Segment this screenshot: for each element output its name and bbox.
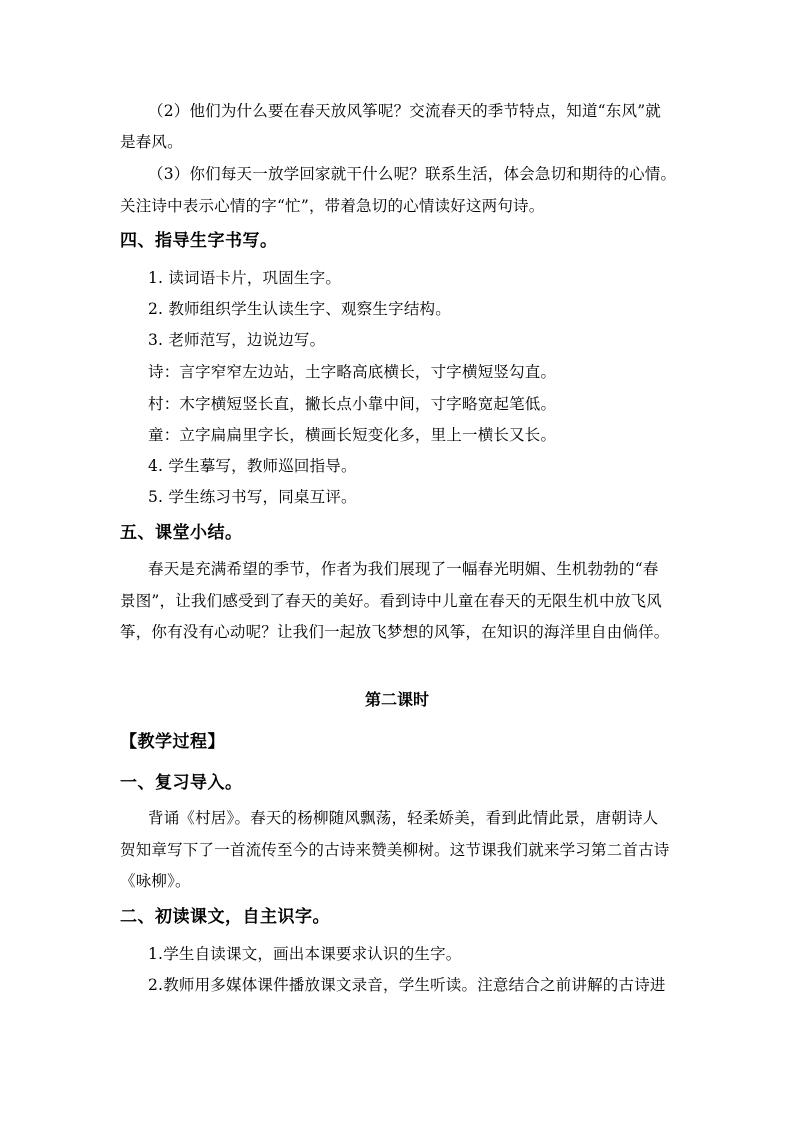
- list-item: 2. 教师组织学生认读生字、观察生字结构。: [148, 300, 451, 318]
- list-item: 诗：言字窄窄左边站，土字略高底横长，寸字横短竖勾直。: [148, 363, 557, 381]
- paragraph-line: （2）他们为什么要在春天放风筝呢？交流春天的季节特点，知道“东风”就: [148, 102, 662, 120]
- paragraph-line: 筝，你有没有心动呢？让我们一起放飞梦想的风筝，在知识的海洋里自由倘佯。: [120, 623, 670, 641]
- list-item: 童：立字扁扁里字长，横画长短变化多，里上一横长又长。: [148, 426, 557, 444]
- list-item: 5. 学生练习书写，同桌互评。: [148, 488, 357, 506]
- process-label: 【教学过程】: [120, 732, 225, 752]
- paragraph-line: 是春风。: [120, 133, 183, 151]
- list-item: 4. 学生摹写，教师巡回指导。: [148, 457, 357, 475]
- section-heading: 一、复习导入。: [120, 773, 243, 793]
- lesson-title: 第二课时: [364, 690, 429, 709]
- paragraph-line: 春天是充满希望的季节，作者为我们展现了一幅春光明媚、生机勃勃的“春: [148, 560, 659, 578]
- section-heading: 五、课堂小结。: [120, 523, 243, 543]
- list-item: 1.学生自读课文，画出本课要求认识的生字。: [148, 945, 462, 963]
- list-item: 2.教师用多媒体课件播放课文录音，学生听读。注意结合之前讲解的古诗进: [148, 976, 666, 994]
- list-item: 3. 老师范写，边说边写。: [148, 331, 326, 349]
- list-item: 村：木字横短竖长直，撇长点小靠中间，寸字略宽起笔低。: [148, 395, 557, 413]
- paragraph-line: （3）你们每天一放学回家就干什么呢？联系生活，体会急切和期待的心情。: [148, 165, 677, 183]
- section-heading: 四、指导生字书写。: [120, 231, 278, 251]
- paragraph-line: 贺知章写下了一首流传至今的古诗来赞美柳树。这节课我们就来学习第二首古诗: [120, 841, 670, 859]
- paragraph-line: 关注诗中表示心情的字“忙”，带着急切的心情读好这两句诗。: [120, 197, 545, 215]
- list-item: 1. 读词语卡片，巩固生字。: [148, 269, 342, 287]
- paragraph-line: 《咏柳》。: [120, 872, 191, 890]
- paragraph-line: 景图”，让我们感受到了春天的美好。看到诗中儿童在春天的无限生机中放飞风: [120, 592, 662, 610]
- section-heading: 二、初读课文，自主识字。: [120, 907, 330, 927]
- paragraph-line: 背诵《村居》。春天的杨柳随风飘荡，轻柔娇美，看到此情此景，唐朝诗人: [148, 809, 659, 827]
